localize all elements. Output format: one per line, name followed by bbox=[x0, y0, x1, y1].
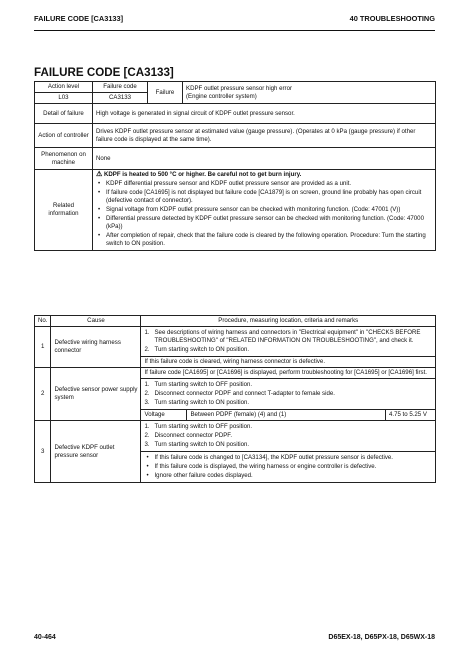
step: 3. Turn starting switch to ON position. bbox=[144, 399, 250, 406]
related-item: • Differential pressure detected by KDPF outlet pressure sensor can be checked with monitoring function. (Code: 47000 (kPa)) bbox=[106, 215, 432, 231]
related-item: • After completion of repair, check that the failure code is cleared by the following operation. Procedure: Turn the starting switch to ON position. bbox=[106, 232, 432, 248]
phenomenon-text: None bbox=[93, 148, 436, 170]
related-item: • Signal voltage from KDPF outlet pressure sensor can be checked with monitoring function. (Code: 47001 (V)) bbox=[106, 206, 432, 214]
detail-label: Detail of failure bbox=[35, 104, 93, 124]
cause-3-steps bbox=[141, 421, 436, 452]
failure-text: KDPF outlet pressure sensor high error bbox=[186, 84, 293, 92]
cause-1-name: Defective wiring harness connector bbox=[51, 327, 141, 368]
measure-label: Voltage bbox=[141, 410, 187, 421]
step: 1. See descriptions of wiring harness and connectors in "Electrical equipment" in "CHECKS BEFORE TROUBLESHOOTING" of "RELATED INFORMATION ON TROUBLESHOOTING", and check it. bbox=[144, 329, 421, 344]
cause-2-note: If failure code [CA1695] or [CA1696] is displayed, perform troubleshooting for [CA1695] or [CA1696] first. bbox=[141, 368, 436, 379]
failure-code-header: Failure code bbox=[93, 82, 148, 93]
cause-1-note: If this failure code is cleared, wiring harness connector is defective. bbox=[141, 357, 436, 368]
failure-description bbox=[183, 82, 436, 104]
warning-icon: ⚠ bbox=[96, 171, 103, 178]
cause-3-results bbox=[141, 452, 436, 483]
step: 1. Turn starting switch to OFF position. bbox=[144, 423, 253, 430]
action-level-header: Action level bbox=[35, 82, 93, 93]
warning-line bbox=[96, 171, 432, 179]
related-information bbox=[93, 170, 436, 251]
related-item: • KDPF differential pressure sensor and KDPF outlet pressure sensor are provided as a unit. bbox=[106, 180, 432, 188]
cause-2-steps bbox=[141, 379, 436, 410]
cause-2-name: Defective sensor power supply system bbox=[51, 368, 141, 421]
cause-1-no: 1 bbox=[35, 327, 51, 368]
step: 2. Turn starting switch to ON position. bbox=[144, 346, 250, 353]
measure-between: Between PDPF (female) (4) and (1) bbox=[187, 410, 386, 421]
warning-text: KDPF is heated to 500 °C or higher. Be careful not to get burn injury. bbox=[103, 171, 302, 178]
cause-1-steps bbox=[141, 327, 436, 357]
step: 1. Turn starting switch to OFF position. bbox=[144, 381, 253, 388]
result-item: • If this failure code is changed to [CA3134], the KDPF outlet pressure sensor is defective. bbox=[154, 454, 432, 462]
result-item: • If this failure code is displayed, the wiring harness or engine controller is defective. bbox=[154, 463, 432, 471]
phenomenon-label: Phenomenon on machine bbox=[35, 148, 93, 170]
detail-text: High voltage is generated in signal circuit of KDPF outlet pressure sensor. bbox=[93, 104, 436, 124]
cause-table bbox=[34, 315, 436, 483]
action-label: Action of controller bbox=[35, 124, 93, 148]
page-footer bbox=[34, 634, 435, 648]
related-label: Related information bbox=[35, 170, 93, 251]
result-item: • Ignore other failure codes displayed. bbox=[154, 472, 432, 480]
col-cause-header: Cause bbox=[51, 316, 141, 327]
failure-label: Failure bbox=[148, 82, 183, 104]
cause-3-name: Defective KDPF outlet pressure sensor bbox=[51, 421, 141, 483]
header-right: 40 TROUBLESHOOTING bbox=[349, 14, 435, 23]
failure-code-value: CA3133 bbox=[93, 93, 148, 104]
action-text: Drives KDPF outlet pressure sensor at estimated value (gauge pressure). (Operates at 0 kPa (gauge pressure) if other failure code is displayed at the same time). bbox=[93, 124, 436, 148]
step: 2. Disconnect connector PDPF. bbox=[144, 432, 233, 439]
page-number: 40-464 bbox=[34, 634, 56, 641]
model-list: D65EX-18, D65PX-18, D65WX-18 bbox=[328, 634, 435, 641]
failure-system: (Engine controller system) bbox=[186, 92, 257, 100]
related-item: • If failure code [CA1695] is not displayed but failure code [CA1879] is on screen, ground line probably has open circuit (defective contact of connector). bbox=[106, 189, 432, 205]
related-list bbox=[96, 180, 432, 248]
header-left: FAILURE CODE [CA3133] bbox=[34, 14, 124, 23]
measure-value: 4.75 to 5.25 V bbox=[386, 410, 436, 421]
cause-2-no: 2 bbox=[35, 368, 51, 421]
step: 2. Disconnect connector PDPF and connect T-adapter to female side. bbox=[144, 390, 335, 397]
col-no-header: No. bbox=[35, 316, 51, 327]
info-table bbox=[34, 81, 436, 251]
page-title: FAILURE CODE [CA3133] bbox=[34, 66, 174, 82]
action-level-value: L03 bbox=[35, 93, 93, 104]
step: 3. Turn starting switch to ON position. bbox=[144, 441, 250, 448]
page-header bbox=[34, 14, 435, 31]
cause-3-no: 3 bbox=[35, 421, 51, 483]
col-procedure-header: Procedure, measuring location, criteria and remarks bbox=[141, 316, 436, 327]
